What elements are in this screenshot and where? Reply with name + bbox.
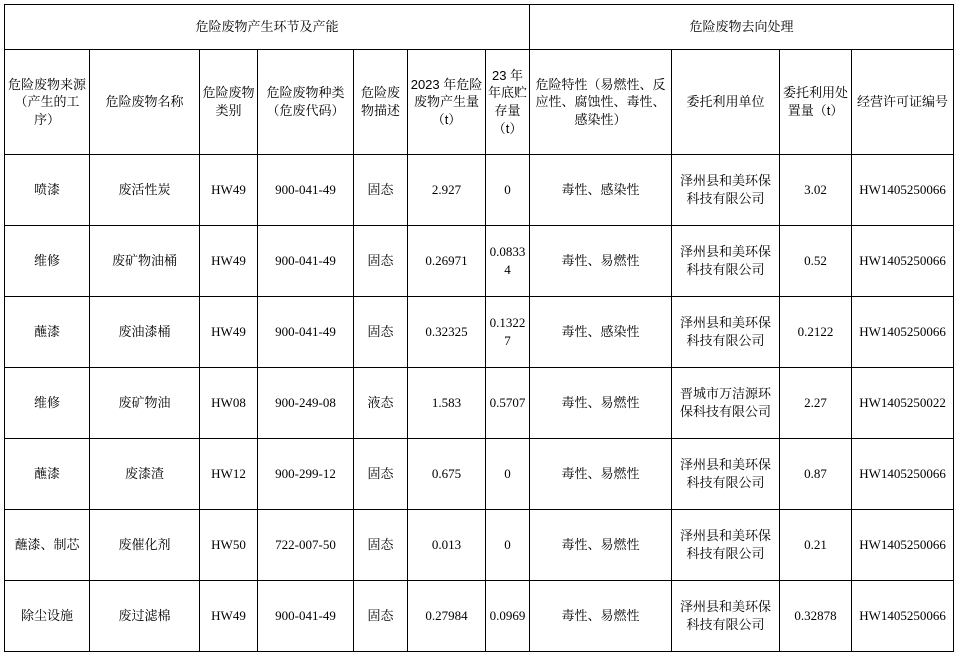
cell-name: 废催化剂 <box>90 510 200 581</box>
column-header-code: 危险废物种类（危废代码） <box>258 50 354 155</box>
table-row <box>5 297 954 368</box>
cell-unit: 泽州县和美环保科技有限公司 <box>672 581 780 652</box>
column-header-description: 危险废物描述 <box>354 50 408 155</box>
cell-characteristics: 毒性、易燃性 <box>530 226 672 297</box>
cell-description: 固态 <box>354 155 408 226</box>
column-header-license: 经营许可证编号 <box>852 50 954 155</box>
cell-characteristics: 毒性、易燃性 <box>530 510 672 581</box>
cell-name: 废油漆桶 <box>90 297 200 368</box>
column-header-generated: 2023 年危险废物产生量（t） <box>408 50 486 155</box>
cell-code: 900-041-49 <box>258 297 354 368</box>
cell-stored: 0 <box>486 155 530 226</box>
cell-license: HW1405250066 <box>852 297 954 368</box>
cell-description: 固态 <box>354 226 408 297</box>
cell-name: 废活性炭 <box>90 155 200 226</box>
cell-unit: 泽州县和美环保科技有限公司 <box>672 510 780 581</box>
cell-code: 722-007-50 <box>258 510 354 581</box>
cell-code: 900-299-12 <box>258 439 354 510</box>
column-header-stored: 23 年年底贮存量（t） <box>486 50 530 155</box>
hazardous-waste-table <box>4 4 954 652</box>
cell-code: 900-041-49 <box>258 581 354 652</box>
cell-license: HW1405250066 <box>852 581 954 652</box>
cell-license: HW1405250066 <box>852 439 954 510</box>
cell-description: 固态 <box>354 510 408 581</box>
cell-source: 蘸漆 <box>5 439 90 510</box>
cell-license: HW1405250022 <box>852 368 954 439</box>
cell-stored: 0.13227 <box>486 297 530 368</box>
cell-category: HW12 <box>200 439 258 510</box>
group-header-generation: 危险废物产生环节及产能 <box>5 5 530 50</box>
cell-stored: 0.0969 <box>486 581 530 652</box>
document-page <box>0 4 957 632</box>
cell-source: 除尘设施 <box>5 581 90 652</box>
cell-stored: 0.08334 <box>486 226 530 297</box>
cell-name: 废漆渣 <box>90 439 200 510</box>
cell-code: 900-041-49 <box>258 226 354 297</box>
column-header-category: 危险废物类别 <box>200 50 258 155</box>
cell-description: 固态 <box>354 297 408 368</box>
cell-name: 废过滤棉 <box>90 581 200 652</box>
cell-name: 废矿物油桶 <box>90 226 200 297</box>
cell-category: HW08 <box>200 368 258 439</box>
table-row <box>5 155 954 226</box>
cell-generated: 0.26971 <box>408 226 486 297</box>
cell-source: 蘸漆 <box>5 297 90 368</box>
column-header-source: 危险废物来源（产生的工序） <box>5 50 90 155</box>
cell-generated: 2.927 <box>408 155 486 226</box>
cell-characteristics: 毒性、感染性 <box>530 155 672 226</box>
column-header-unit: 委托利用单位 <box>672 50 780 155</box>
column-header-name: 危险废物名称 <box>90 50 200 155</box>
cell-unit: 晋城市万洁源环保科技有限公司 <box>672 368 780 439</box>
cell-unit: 泽州县和美环保科技有限公司 <box>672 439 780 510</box>
cell-license: HW1405250066 <box>852 510 954 581</box>
cell-source: 喷漆 <box>5 155 90 226</box>
cell-license: HW1405250066 <box>852 155 954 226</box>
table-row <box>5 581 954 652</box>
cell-description: 固态 <box>354 439 408 510</box>
table-row <box>5 368 954 439</box>
cell-generated: 0.675 <box>408 439 486 510</box>
cell-generated: 0.013 <box>408 510 486 581</box>
cell-category: HW49 <box>200 155 258 226</box>
cell-category: HW49 <box>200 226 258 297</box>
cell-unit: 泽州县和美环保科技有限公司 <box>672 226 780 297</box>
table-column-header-row <box>5 50 954 155</box>
table-row <box>5 439 954 510</box>
cell-code: 900-249-08 <box>258 368 354 439</box>
table-group-header-row <box>5 5 954 50</box>
column-header-disposal-amount: 委托利用处置量（t） <box>780 50 852 155</box>
cell-source: 蘸漆、制芯 <box>5 510 90 581</box>
cell-category: HW49 <box>200 297 258 368</box>
cell-stored: 0 <box>486 439 530 510</box>
cell-disposal-amount: 2.27 <box>780 368 852 439</box>
cell-disposal-amount: 0.52 <box>780 226 852 297</box>
cell-disposal-amount: 3.02 <box>780 155 852 226</box>
cell-description: 固态 <box>354 581 408 652</box>
cell-unit: 泽州县和美环保科技有限公司 <box>672 297 780 368</box>
cell-generated: 0.32325 <box>408 297 486 368</box>
cell-category: HW49 <box>200 581 258 652</box>
cell-description: 液态 <box>354 368 408 439</box>
table-row <box>5 226 954 297</box>
cell-characteristics: 毒性、易燃性 <box>530 581 672 652</box>
table-row <box>5 510 954 581</box>
cell-characteristics: 毒性、感染性 <box>530 297 672 368</box>
cell-characteristics: 毒性、易燃性 <box>530 368 672 439</box>
cell-disposal-amount: 0.2122 <box>780 297 852 368</box>
cell-disposal-amount: 0.32878 <box>780 581 852 652</box>
cell-disposal-amount: 0.21 <box>780 510 852 581</box>
cell-category: HW50 <box>200 510 258 581</box>
cell-stored: 0 <box>486 510 530 581</box>
cell-generated: 0.27984 <box>408 581 486 652</box>
cell-code: 900-041-49 <box>258 155 354 226</box>
cell-stored: 0.5707 <box>486 368 530 439</box>
cell-characteristics: 毒性、易燃性 <box>530 439 672 510</box>
cell-source: 维修 <box>5 368 90 439</box>
cell-source: 维修 <box>5 226 90 297</box>
cell-generated: 1.583 <box>408 368 486 439</box>
cell-license: HW1405250066 <box>852 226 954 297</box>
cell-disposal-amount: 0.87 <box>780 439 852 510</box>
cell-name: 废矿物油 <box>90 368 200 439</box>
cell-unit: 泽州县和美环保科技有限公司 <box>672 155 780 226</box>
group-header-disposal: 危险废物去向处理 <box>530 5 954 50</box>
column-header-characteristics: 危险特性（易燃性、反应性、腐蚀性、毒性、感染性） <box>530 50 672 155</box>
